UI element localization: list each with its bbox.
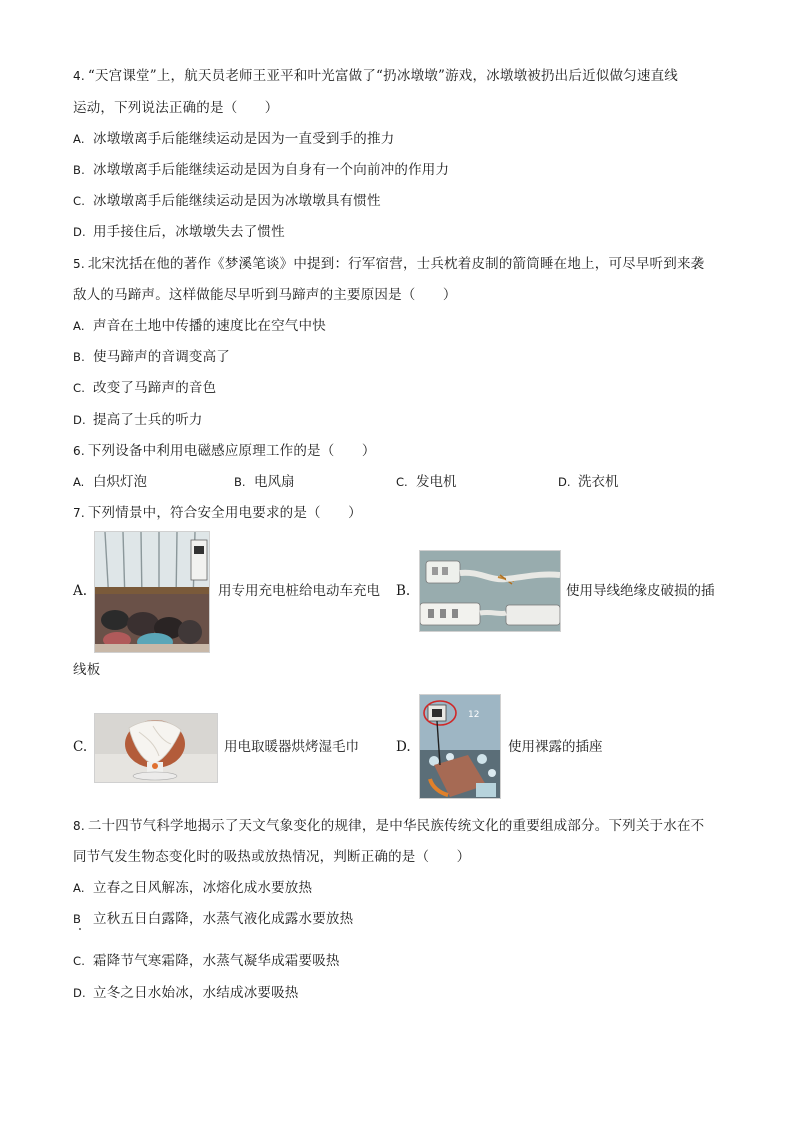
option-label: C.: [73, 954, 86, 968]
q8-number: 8.: [73, 819, 85, 833]
option-label: D.: [558, 475, 571, 489]
option-label: D.: [73, 413, 86, 427]
option-text: 白炽灯泡: [93, 474, 147, 490]
q7-option-a-label: A.: [73, 583, 88, 599]
q5-option-b: [73, 347, 230, 367]
option-label: D.: [73, 986, 86, 1000]
option-text: 冰墩墩离手后能继续运动是因为自身有一个向前冲的作用力: [93, 162, 450, 178]
q6-option-a: [73, 472, 147, 492]
heater-towel-photo: [94, 713, 218, 783]
q4-stem-text1: “天宫课堂”上，航天员老师王亚平和叶光富做了“扔冰墩墩”游戏，冰墩墩被扔出后近似做匀速直线: [87, 68, 678, 84]
option-label: B.: [234, 475, 246, 489]
q5-option-a: [73, 316, 326, 336]
option-text: 使马蹄声的音调变高了: [93, 349, 230, 365]
q7-option-c-label: C.: [73, 739, 88, 755]
q5-stem-line1: [73, 254, 704, 274]
q8-option-c: [73, 951, 340, 971]
q5-number: 5.: [73, 257, 85, 271]
q6-stem-text: 下列设备中利用电磁感应原理工作的是（ ）: [87, 443, 376, 459]
q4-stem-line2: 运动，下列说法正确的是（ ）: [73, 100, 279, 116]
q5-option-d: [73, 410, 203, 430]
q8-stem-line2: 同节气发生物态变化时的吸热或放热情况，判断正确的是（ ）: [73, 849, 471, 865]
q7-stem-text: 下列情景中，符合安全用电要求的是（ ）: [87, 505, 362, 521]
option-label: C.: [73, 194, 86, 208]
option-label: A.: [73, 475, 85, 489]
exposed-socket-photo: [419, 694, 501, 799]
option-text: 用手接住后，冰墩墩失去了惯性: [93, 224, 285, 240]
option-label: A.: [73, 881, 85, 895]
option-text: 立春之日风解冻，冰熔化成水要放热: [93, 880, 313, 896]
option-text: 发电机: [416, 474, 457, 490]
stray-dot: [79, 928, 81, 930]
q4-number: 4.: [73, 69, 85, 83]
damaged-power-strip-illustration: [420, 551, 560, 631]
q6-option-c: [396, 472, 457, 492]
charging-station-photo: [94, 531, 210, 653]
exposed-socket-illustration: [420, 695, 500, 798]
option-label: B.: [73, 350, 85, 364]
option-text: 冰墩墩离手后能继续运动是因为冰墩墩具有惯性: [93, 193, 381, 209]
q7-option-b-label: B.: [396, 583, 411, 599]
option-text: 声音在土地中传播的速度比在空气中快: [93, 318, 326, 334]
option-text: 提高了士兵的听力: [93, 412, 203, 428]
option-text: 洗衣机: [578, 474, 619, 490]
option-text: 立秋五日白露降，水蒸气液化成露水要放热: [93, 911, 354, 927]
q5-stem-text1: 北宋沈括在他的著作《梦溪笔谈》中提到：行军宿营，士兵枕着皮制的箭筒睡在地上，可尽早听到来袭: [87, 256, 705, 272]
q7-option-c-text: 用电取暖器烘烤湿毛巾: [224, 739, 359, 755]
q4-option-b: [73, 160, 449, 180]
option-label: B: [73, 912, 82, 926]
q8-option-b: [73, 909, 353, 929]
q6-number: 6.: [73, 444, 85, 458]
option-label: C.: [396, 475, 408, 489]
option-text: 冰墩墩离手后能继续运动是因为一直受到手的推力: [93, 131, 395, 147]
q4-option-a: [73, 129, 394, 149]
damaged-power-strip-photo: [419, 550, 561, 632]
q7-stem: [73, 503, 362, 523]
option-label: A.: [73, 132, 85, 146]
option-text: 立冬之日水始冰，水结成冰要吸热: [93, 985, 299, 1001]
option-label: B.: [73, 163, 85, 177]
q7-option-b-text-cont: 线板: [73, 662, 101, 678]
option-text: 改变了马蹄声的音色: [93, 380, 217, 396]
option-text: 霜降节气寒霜降，水蒸气凝华成霜要吸热: [93, 953, 340, 969]
q4-option-c: [73, 191, 381, 211]
q7-option-d-text: 使用裸露的插座: [508, 739, 603, 755]
q6-option-b: [234, 472, 295, 492]
q5-stem-line2: 敌人的马蹄声。这样做能尽早听到马蹄声的主要原因是（ ）: [73, 287, 457, 303]
option-label: D.: [73, 225, 86, 239]
q5-option-c: [73, 378, 216, 398]
q7-number: 7.: [73, 506, 85, 520]
q6-stem: [73, 441, 376, 461]
q7-option-a-text: 用专用充电桩给电动车充电: [218, 583, 380, 599]
svg-text:12: 12: [468, 710, 480, 720]
q8-stem-text1: 二十四节气科学地揭示了天文气象变化的规律，是中华民族传统文化的重要组成部分。下列关于水在不: [87, 818, 705, 834]
q8-option-d: [73, 983, 299, 1003]
q7-option-b-text: 使用导线绝缘皮破损的插: [566, 583, 715, 599]
charging-station-illustration: [95, 532, 209, 652]
heater-towel-illustration: [95, 714, 217, 782]
q4-option-d: [73, 222, 285, 242]
q6-option-d: [558, 472, 619, 492]
option-text: 电风扇: [254, 474, 295, 490]
option-label: C.: [73, 381, 86, 395]
q7-option-d-label: D.: [396, 739, 411, 755]
q8-stem-line1: [73, 816, 704, 836]
q4-stem-line1: [73, 66, 678, 86]
option-label: A.: [73, 319, 85, 333]
q8-option-a: [73, 878, 312, 898]
